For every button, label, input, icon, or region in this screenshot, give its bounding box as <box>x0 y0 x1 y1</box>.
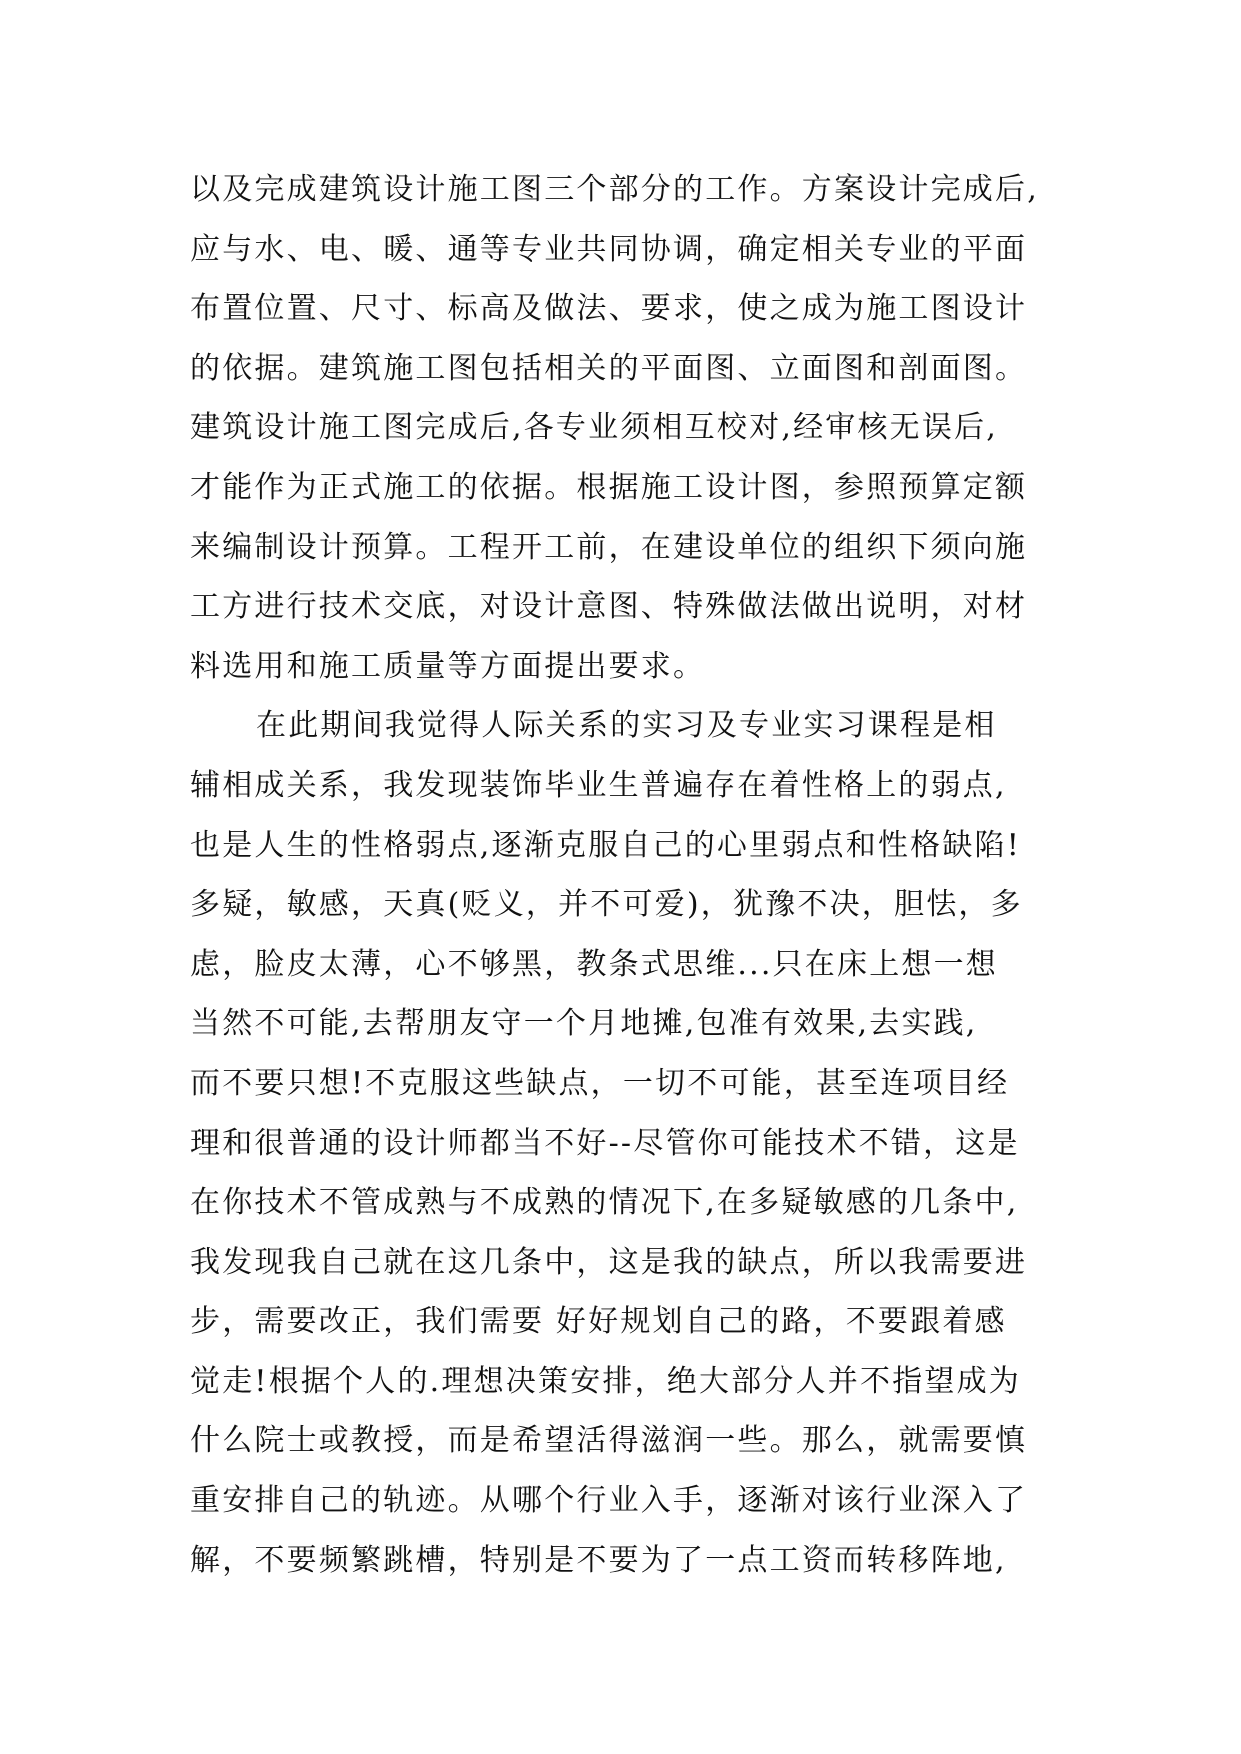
text-line: 才能作为正式施工的依据。根据施工设计图，参照预算定额 <box>190 469 1028 505</box>
text-line: 应与水、电、暖、通等专业共同协调，确定相关专业的平面 <box>190 231 1028 267</box>
text-line: 重安排自己的轨迹。从哪个行业入手，逐渐对该行业深入了 <box>190 1483 1028 1519</box>
text-line: 辅相成关系，我发现装饰毕业生普遍存在着性格上的弱点, <box>190 767 1007 803</box>
body-text <box>190 160 1090 1590</box>
text-line: 来编制设计预算。工程开工前，在建设单位的组织下须向施 <box>190 529 1028 565</box>
text-line: 觉走!根据个人的.理想决策安排，绝大部分人并不指望成为 <box>190 1363 1021 1399</box>
text-line: 而不要只想!不克服这些缺点，一切不可能，甚至连项目经 <box>190 1065 1010 1101</box>
text-line: 以及完成建筑设计施工图三个部分的工作。方案设计完成后, <box>190 172 1039 207</box>
text-line: 步，需要改正，我们需要 好好规划自己的路，不要跟着感 <box>190 1304 1007 1340</box>
text-line: 的依据。建筑施工图包括相关的平面图、立面图和剖面图。 <box>190 350 1028 386</box>
text-line: 虑，脸皮太薄，心不够黑，教条式思维...只在床上想一想 <box>190 946 999 982</box>
text-line: 在你技术不管成熟与不成熟的情况下,在多疑敏感的几条中, <box>190 1185 1019 1221</box>
text-line: 料选用和施工质量等方面提出要求。 <box>190 648 706 684</box>
paragraph-first-line: 在此期间我觉得人际关系的实习及专业实习课程是相 <box>256 708 997 744</box>
text-line: 多疑，敏感，天真(贬义，并不可爱)，犹豫不决，胆怯，多 <box>190 887 1023 923</box>
text-line: 我发现我自己就在这几条中，这是我的缺点，所以我需要进 <box>190 1244 1028 1280</box>
text-line: 理和很普通的设计师都当不好--尽管你可能技术不错，这是 <box>190 1125 1020 1161</box>
text-line: 当然不可能,去帮朋友守一个月地摊,包准有效果,去实践, <box>190 1006 978 1042</box>
text-line: 解，不要频繁跳槽，特别是不要为了一点工资而转移阵地, <box>190 1542 1007 1578</box>
text-line: 也是人生的性格弱点,逐渐克服自己的心里弱点和性格缺陷! <box>190 827 1021 863</box>
text-line: 什么院士或教授，而是希望活得滋润一些。那么，就需要慎 <box>190 1423 1028 1459</box>
text-line: 工方进行技术交底，对设计意图、特殊做法做出说明，对材 <box>190 589 1028 625</box>
text-line: 布置位置、尺寸、标高及做法、要求，使之成为施工图设计 <box>190 291 1028 327</box>
text-line: 建筑设计施工图完成后,各专业须相互校对,经审核无误后, <box>190 410 999 446</box>
